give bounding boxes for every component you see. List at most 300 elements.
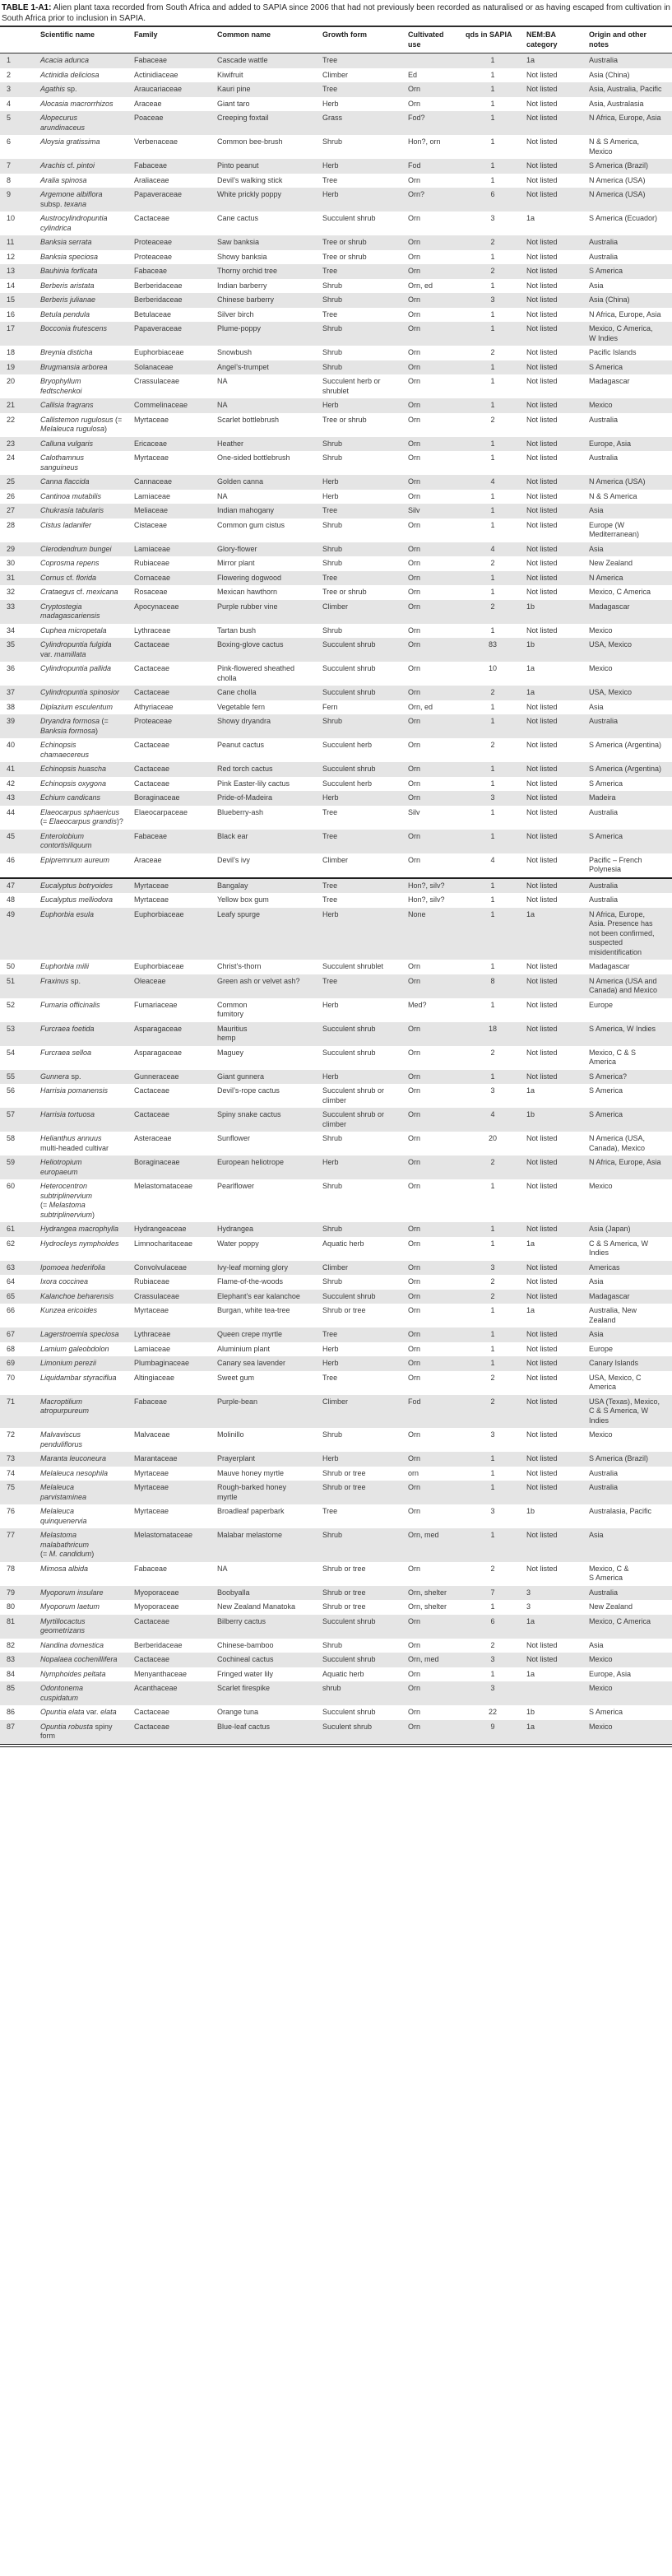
cell-growth-form: Shrub or tree [322, 1586, 408, 1601]
table-row [0, 1046, 672, 1070]
cell-number: 35 [0, 638, 40, 662]
cell-origin-notes: Mexico [589, 1653, 672, 1667]
cell-family: Melastomataceae [134, 1182, 193, 1190]
cell-origin-notes: Australia [589, 1468, 619, 1477]
cell-common-name: Red torch cactus [217, 762, 322, 777]
cell-qds-in-sapia: 1 [466, 762, 526, 777]
cell-cultivated-use: Orn [408, 1669, 421, 1678]
cell-origin-notes: Pacific – French Polynesia [589, 853, 672, 878]
cell-number: 31 [0, 571, 40, 586]
cell-scientific-name: Calothamnus sanguineus [40, 453, 85, 472]
cell-family: Cactaceae [134, 638, 217, 662]
cell-growth-form: Tree or shrub [322, 415, 367, 424]
cell-number: 71 [0, 1395, 40, 1429]
cell-cultivated-use: Orn [408, 1481, 466, 1504]
cell-growth-form: Shrub or tree [322, 1468, 366, 1477]
cell-scientific-name: Euphorbia milii [40, 962, 90, 970]
cell-number: 4 [7, 99, 12, 108]
cell-family: Fabaceae [134, 830, 217, 853]
cell-family: Asparagaceae [134, 1022, 217, 1046]
cell-qds-in-sapia: 3 [466, 1261, 526, 1276]
cell-nemba-category: Not listed [526, 1430, 558, 1439]
table-row [0, 556, 672, 571]
cell-qds-in-sapia: 1 [490, 252, 495, 261]
cell-qds-in-sapia: 1 [466, 398, 526, 413]
cell-common-name: Cochineal cactus [217, 1653, 322, 1667]
table-row [0, 1667, 672, 1682]
cell-origin-notes: Australia [589, 453, 619, 462]
cell-origin-notes: Asia [589, 1328, 672, 1342]
cell-cultivated-use: Orn, shelter [408, 1602, 447, 1611]
table-row [0, 878, 672, 894]
cell-cultivated-use: Orn [408, 638, 466, 662]
cell-growth-form: Climber [322, 600, 408, 624]
cell-origin-notes: Australia [589, 1481, 672, 1504]
cell-origin-notes: S America [589, 1108, 672, 1132]
cell-family: Melastomataceae [134, 1528, 217, 1562]
cell-scientific-name: Furcraea foetida [40, 1022, 134, 1046]
cell-family: Commelinaceae [134, 398, 217, 413]
cell-growth-form: Shrub [322, 1222, 408, 1237]
cell-cultivated-use: Silv [408, 504, 466, 518]
cell-common-name: Thorny orchid tree [217, 264, 322, 279]
cell-family: Boraginaceae [134, 791, 217, 806]
cell-scientific-name: Betula pendula [40, 309, 90, 319]
cell-origin-notes: Mexico [589, 1720, 672, 1744]
cell-origin-notes: N America (USA and Canada) and Mexico [589, 974, 672, 998]
cell-family: Solanaceae [134, 360, 217, 375]
cell-family: Cactaceae [134, 1653, 217, 1667]
cell-origin-notes: N America (USA) [589, 175, 646, 184]
table-row [0, 1290, 672, 1304]
cell-family: Proteaceae [134, 235, 217, 250]
cell-scientific-name: Fraxinus sp. [40, 974, 134, 998]
cell-origin-notes: Pacific Islands [589, 348, 637, 356]
cell-common-name: Giant gunnera [217, 1070, 322, 1085]
cell-cultivated-use: Orn [408, 322, 466, 346]
cell-cultivated-use: Orn [408, 686, 466, 700]
cell-growth-form: Herb [322, 475, 408, 490]
cell-family: Limnocharitaceae [134, 1239, 193, 1248]
cell-growth-form: Succulent shrub [322, 1615, 408, 1639]
cell-qds-in-sapia: 1 [490, 70, 495, 79]
cell-nemba-category: Not listed [526, 1344, 558, 1353]
cell-qds-in-sapia: 1 [490, 520, 495, 529]
table-row [0, 1615, 672, 1639]
table-row [0, 1304, 672, 1328]
cell-cultivated-use: Hon?, orn [408, 137, 441, 146]
cell-nemba-category: Not listed [526, 1356, 589, 1371]
cell-common-name: Green ash or velvet ash? [217, 974, 322, 998]
cell-number: 17 [0, 322, 40, 346]
cell-growth-form: Succulent shrub [322, 1653, 408, 1667]
cell-growth-form: Succulent shrub [322, 638, 408, 662]
cell-qds-in-sapia: 2 [466, 600, 526, 624]
cell-scientific-name: Hydrocleys nymphoides [40, 1239, 119, 1248]
cell-cultivated-use: Orn [408, 264, 466, 279]
cell-nemba-category: 1a [526, 1615, 589, 1639]
cell-family: Cactaceae [134, 779, 170, 788]
cell-common-name: Chinese-bamboo [217, 1640, 274, 1649]
cell-scientific-name: Elaeocarpus sphaericus (= Elaeocarpus grandis)? [40, 807, 123, 825]
cell-cultivated-use: None [408, 908, 466, 960]
cell-number: 41 [0, 762, 40, 777]
table-row [0, 53, 672, 68]
cell-common-name: Angel’s-trumpet [217, 360, 322, 375]
cell-qds-in-sapia: 3 [490, 214, 495, 222]
cell-nemba-category: 1a [526, 1239, 535, 1248]
cell-growth-form: Shrub or tree [322, 1602, 366, 1611]
cell-common-name: Pinto peanut [217, 159, 322, 174]
column-header-number [0, 27, 40, 53]
cell-number: 47 [0, 878, 40, 894]
cell-qds-in-sapia: 1 [490, 779, 495, 788]
cell-cultivated-use: Orn [408, 1070, 466, 1085]
cell-common-name: Aluminium plant [217, 1344, 271, 1353]
cell-nemba-category: Not listed [526, 807, 558, 816]
cell-common-name: Burgan, white tea-tree [217, 1306, 290, 1314]
cell-nemba-category: Not listed [526, 175, 558, 184]
cell-cultivated-use: Orn [408, 348, 421, 356]
table-row [0, 518, 672, 542]
cell-growth-form: Shrub [322, 559, 343, 567]
cell-common-name: Pink Easter-lily cactus [217, 779, 290, 788]
column-header-cultivated-use: Cultivated use [408, 30, 444, 49]
cell-number: 80 [7, 1602, 16, 1611]
cell-number: 1 [0, 53, 40, 68]
cell-scientific-name: Myoporum insulare [40, 1586, 134, 1601]
cell-origin-notes: N Africa, Europe, Asia. Presence has not been confirmed, suspected misidentification [589, 908, 672, 960]
cell-scientific-name: Euphorbia esula [40, 908, 134, 960]
cell-growth-form: Tree [322, 974, 408, 998]
cell-family: Papaveraceae [134, 188, 217, 212]
cell-scientific-name: Lagerstroemia speciosa [40, 1328, 134, 1342]
table-caption-text: Alien plant taxa recorded from South Africa and added to SAPIA since 2006 that had not previously been recorded as naturalised or as having escaped from cultivation in South Africa prior to inclusion in SAPIA. [2, 3, 670, 23]
cell-cultivated-use: Orn [408, 82, 466, 97]
cell-origin-notes: Mexico, C & S America [589, 1048, 637, 1066]
cell-origin-notes: Asia [589, 1277, 604, 1286]
cell-nemba-category: 1b [526, 1708, 535, 1716]
table-row [0, 624, 672, 639]
cell-cultivated-use: Orn [408, 293, 466, 308]
cell-cultivated-use: Orn [408, 1155, 466, 1179]
cell-nemba-category: Not listed [526, 1653, 589, 1667]
cell-nemba-category: Not listed [526, 830, 589, 853]
table-row [0, 893, 672, 908]
cell-growth-form: Succulent herb [322, 741, 373, 749]
cell-cultivated-use: Orn [408, 791, 466, 806]
cell-family: Papaveraceae [134, 322, 217, 346]
cell-number: 33 [0, 600, 40, 624]
cell-origin-notes: Australia [589, 1586, 672, 1601]
cell-scientific-name: Clerodendrum bungei [40, 542, 134, 557]
cell-scientific-name: Maranta leuconeura [40, 1452, 134, 1467]
cell-origin-notes: Canary Islands [589, 1356, 672, 1371]
cell-qds-in-sapia: 1 [490, 137, 495, 146]
cell-common-name: Hydrangea [217, 1222, 322, 1237]
cell-growth-form: Tree [322, 53, 408, 68]
cell-number: 86 [7, 1708, 16, 1716]
cell-nemba-category: Not listed [526, 1395, 589, 1429]
table-row [0, 451, 672, 475]
table-row [0, 714, 672, 738]
cell-scientific-name: Cylindropuntia fulgida var. mamillata [40, 638, 134, 662]
cell-cultivated-use: Orn, shelter [408, 1586, 466, 1601]
table-row [0, 374, 672, 398]
cell-origin-notes: Mexico [589, 664, 613, 672]
cell-number: 8 [7, 175, 12, 184]
cell-common-name: European heliotrope [217, 1155, 322, 1179]
cell-family: Myoporaceae [134, 1586, 217, 1601]
cell-nemba-category: Not listed [526, 309, 558, 319]
cell-family: Fabaceae [134, 53, 217, 68]
cell-family: Myrtaceae [134, 415, 169, 424]
cell-scientific-name: Kunzea ericoides [40, 1306, 98, 1314]
cell-number: 39 [0, 714, 40, 738]
table-row [0, 188, 672, 212]
cell-scientific-name: Callisia fragrans [40, 398, 134, 413]
cell-origin-notes: S America (Argentina) [589, 741, 662, 749]
cell-qds-in-sapia: 1 [490, 281, 495, 290]
cell-qds-in-sapia: 6 [466, 188, 526, 212]
cell-family: Lamiaceae [134, 1344, 171, 1353]
cell-common-name: NA [217, 1564, 228, 1573]
table-row [0, 1179, 672, 1222]
cell-nemba-category: Not listed [526, 235, 589, 250]
cell-origin-notes: Asia [589, 1640, 604, 1649]
cell-origin-notes: USA, Mexico, C America [589, 1373, 642, 1391]
cell-number: 63 [0, 1261, 40, 1276]
cell-nemba-category: Not listed [526, 159, 589, 174]
cell-qds-in-sapia: 2 [490, 415, 495, 424]
cell-number: 58 [7, 1134, 16, 1142]
cell-number: 23 [0, 437, 40, 452]
cell-family: Altingiaceae [134, 1373, 175, 1382]
table-row [0, 1371, 672, 1395]
cell-common-name: Peanut cactus [217, 741, 265, 749]
cell-qds-in-sapia: 1 [466, 360, 526, 375]
cell-family: Boraginaceae [134, 1155, 217, 1179]
cell-scientific-name: Berberis julianae [40, 293, 134, 308]
cell-family: Verbenaceae [134, 137, 178, 146]
cell-origin-notes: N & S America, Mexico [589, 137, 640, 156]
cell-scientific-name: Cornus cf. florida [40, 571, 134, 586]
cell-common-name: New Zealand Manatoka [217, 1602, 296, 1611]
cell-common-name: Kauri pine [217, 82, 322, 97]
cell-qds-in-sapia: 1 [490, 1669, 495, 1678]
cell-qds-in-sapia: 1 [490, 1306, 495, 1314]
cell-origin-notes: S America [589, 830, 672, 853]
cell-growth-form: Succulent shrub [322, 664, 376, 672]
cell-cultivated-use: Orn [408, 1108, 466, 1132]
cell-growth-form: Shrub [322, 453, 343, 462]
cell-origin-notes: S America? [589, 1070, 672, 1085]
cell-growth-form: Aquatic herb [322, 1669, 364, 1678]
cell-nemba-category: Not listed [526, 1640, 558, 1649]
cell-scientific-name: Berberis aristata [40, 281, 95, 290]
cell-cultivated-use: Orn [408, 1452, 466, 1467]
cell-family: Cactaceae [134, 1086, 170, 1095]
cell-cultivated-use: Orn [408, 360, 466, 375]
cell-cultivated-use: Orn, ed [408, 702, 433, 711]
cell-common-name: Fringed water lily [217, 1669, 274, 1678]
table-row [0, 700, 672, 715]
cell-number: 48 [7, 895, 16, 904]
cell-qds-in-sapia: 1 [490, 1468, 495, 1477]
cell-number: 13 [0, 264, 40, 279]
cell-nemba-category: Not listed [526, 1452, 589, 1467]
table-row [0, 638, 672, 662]
cell-number: 50 [7, 962, 16, 970]
table-row [0, 1562, 672, 1586]
cell-family: Ericaceae [134, 437, 217, 452]
cell-scientific-name: Echinopsis huascha [40, 762, 134, 777]
cell-origin-notes: Asia [589, 542, 672, 557]
table-row [0, 1275, 672, 1290]
cell-family: Crassulaceae [134, 1290, 217, 1304]
cell-scientific-name: Cryptostegia madagascariensis [40, 600, 134, 624]
cell-scientific-name: Liquidambar styraciflua [40, 1373, 117, 1382]
cell-growth-form: Climber [322, 1395, 408, 1429]
cell-family: Lythraceae [134, 1328, 217, 1342]
cell-scientific-name: Opuntia robusta spiny form [40, 1720, 134, 1744]
cell-growth-form: shrub [322, 1681, 408, 1705]
cell-number: 79 [0, 1586, 40, 1601]
table-row [0, 1653, 672, 1667]
cell-growth-form: Shrub [322, 625, 343, 635]
cell-scientific-name: Lamium galeobdolon [40, 1344, 109, 1353]
cell-number: 59 [0, 1155, 40, 1179]
cell-origin-notes: Asia (China) [589, 70, 630, 79]
cell-scientific-name: Banksia serrata [40, 235, 134, 250]
cell-origin-notes: N America (USA) [589, 475, 672, 490]
cell-nemba-category: 1b [526, 600, 589, 624]
cell-scientific-name: Fumaria officinalis [40, 1000, 100, 1009]
cell-growth-form: Herb [322, 1452, 408, 1467]
cell-number: 21 [0, 398, 40, 413]
cell-number: 52 [7, 1000, 16, 1009]
cell-scientific-name: Aloysia gratissima [40, 137, 100, 146]
cell-qds-in-sapia: 4 [466, 475, 526, 490]
cell-cultivated-use: Orn [408, 1306, 421, 1314]
cell-growth-form: Herb [322, 1000, 339, 1009]
cell-origin-notes: S America [589, 779, 623, 788]
cell-family: Actinidiaceae [134, 70, 178, 79]
cell-scientific-name: Callistemon rugulosus (= Melaleuca rugulosa) [40, 415, 123, 433]
cell-growth-form: Shrub [322, 437, 408, 452]
cell-cultivated-use: Orn [408, 1507, 421, 1515]
cell-family: Malvaceae [134, 1430, 170, 1439]
cell-family: Araceae [134, 99, 162, 108]
cell-growth-form: Succulent shrub [322, 1290, 408, 1304]
cell-nemba-category: Not listed [526, 1222, 589, 1237]
cell-nemba-category: 1a [526, 1669, 535, 1678]
cell-nemba-category: Not listed [526, 791, 589, 806]
table-row [0, 600, 672, 624]
cell-nemba-category: Not listed [526, 437, 589, 452]
cell-cultivated-use: Orn [408, 1328, 466, 1342]
cell-qds-in-sapia: 2 [490, 348, 495, 356]
cell-nemba-category: Not listed [526, 1373, 558, 1382]
cell-cultivated-use: Orn [408, 1373, 421, 1382]
cell-cultivated-use: Orn [408, 830, 466, 853]
cell-qds-in-sapia: 1 [466, 1481, 526, 1504]
cell-number: 82 [7, 1640, 16, 1649]
cell-common-name: Broadleaf paperbark [217, 1507, 285, 1515]
cell-number: 7 [0, 159, 40, 174]
cell-common-name: Scarlet firespike [217, 1681, 322, 1705]
cell-growth-form: Shrub [322, 520, 343, 529]
cell-family: Cactaceae [134, 762, 217, 777]
cell-nemba-category: Not listed [526, 82, 589, 97]
cell-common-name: Molinillo [217, 1430, 244, 1439]
cell-qds-in-sapia: 1 [490, 1000, 495, 1009]
cell-scientific-name: Dryandra formosa (= Banksia formosa) [40, 714, 134, 738]
cell-nemba-category: Not listed [526, 1481, 589, 1504]
cell-family: Gunneraceae [134, 1070, 217, 1085]
cell-scientific-name: Melaleuca parvistaminea [40, 1481, 134, 1504]
cell-number: 40 [7, 741, 16, 749]
cell-growth-form: Grass [322, 111, 408, 135]
cell-origin-notes: N Africa, Europe, Asia [589, 309, 661, 319]
cell-common-name: Malabar melastome [217, 1528, 322, 1562]
cell-common-name: Mauritius hemp [217, 1022, 322, 1046]
cell-qds-in-sapia: 1 [490, 588, 495, 596]
cell-number: 42 [7, 779, 16, 788]
table-row [0, 585, 672, 600]
table-row [0, 998, 672, 1022]
cell-common-name: One-sided bottlebrush [217, 453, 290, 462]
cell-qds-in-sapia: 1 [490, 1344, 495, 1353]
cell-nemba-category: Not listed [526, 70, 558, 79]
cell-origin-notes: Europe, Asia [589, 1669, 632, 1678]
cell-scientific-name: Mimosa albida [40, 1564, 89, 1573]
cell-number: 5 [0, 111, 40, 135]
table-row [0, 490, 672, 505]
cell-qds-in-sapia: 1 [490, 807, 495, 816]
cell-qds-in-sapia: 1 [490, 453, 495, 462]
table-row [0, 542, 672, 557]
cell-family: Menyanthaceae [134, 1669, 188, 1678]
cell-number: 22 [7, 415, 16, 424]
cell-growth-form: Aquatic herb [322, 1239, 364, 1248]
cell-cultivated-use: Orn [408, 1022, 466, 1046]
cell-qds-in-sapia: 2 [466, 686, 526, 700]
cell-number: 32 [7, 588, 16, 596]
cell-scientific-name: Enterolobium contortisiliquum [40, 830, 134, 853]
table-end-rule [0, 1744, 672, 1747]
cell-nemba-category: 1a [526, 1720, 589, 1744]
cell-scientific-name: Odontonema cuspidatum [40, 1681, 134, 1705]
cell-origin-notes: Asia (Japan) [589, 1222, 672, 1237]
table-row [0, 830, 672, 853]
cell-nemba-category: Not listed [526, 137, 558, 146]
cell-growth-form: Herb [322, 1155, 408, 1179]
column-header-growth-form: Growth form [322, 30, 367, 39]
cell-number: 57 [0, 1108, 40, 1132]
cell-qds-in-sapia: 7 [466, 1586, 526, 1601]
cell-growth-form: Shrub [322, 322, 408, 346]
cell-qds-in-sapia: 2 [490, 1048, 495, 1057]
cell-family: Myrtaceae [134, 1468, 169, 1477]
cell-origin-notes: N America [589, 571, 672, 586]
cell-nemba-category: 3 [526, 1602, 531, 1611]
cell-growth-form: Tree [322, 878, 408, 894]
cell-number: 6 [7, 137, 12, 146]
cell-qds-in-sapia: 10 [488, 664, 497, 672]
cell-nemba-category: Not listed [526, 762, 589, 777]
cell-family: Euphorbiaceae [134, 348, 184, 356]
